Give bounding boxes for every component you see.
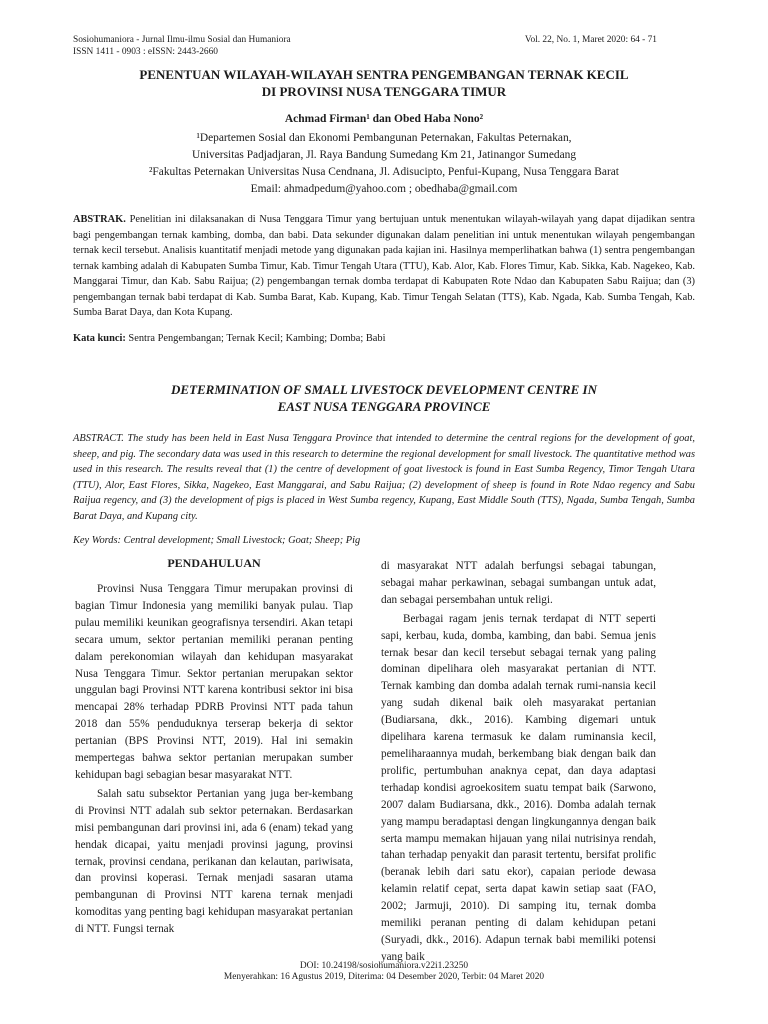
section-heading: PENDAHULUAN: [167, 556, 261, 570]
paragraph: Berbagai ragam jenis ternak terdapat di NTT seperti sapi, kerbau, kuda, domba, kambing, dan babi. Semua jenis ternak besar dan kecil tersebut sebagai ternak yang paling dominan dipelihara oleh masyarakat pertanian di NTT. Ternak kambing dan domba adalah ternak rumi-nansia kecil yang sudah dikenal baik oleh masyarakat pertanian (Budiarsana, dkk., 2016). Kambing digemari untuk dipelihara karena termasuk ke dalam ruminansia kecil, pemeliharaannya mudah, berkembang biak dengan baik dan prolific, pertumbuhan anaknya cepat, dan daya adaptasi terhadap kondisi agroekositem suatu tempat baik (Sarwono, 2007 dalam Budiarsana, dkk., 2016). Domba adalah ternak yang mampu beradaptasi dengan lingkungannya dengan baik serta mampu memakan hijauan yang nilai nutrisinya rendah, tahan terhadap penyakit dan parasit tertentu, bersifat prolific (beranak lebih dari satu ekor), capaian periode dewasa kelamin relatif cepat, serta dapat kawin setiap saat (FAO, 2002; Jarmuji, 2010). Di samping itu, ternak domba memiliki peranan penting di dalam kehidupan petani (Suryadi, dkk., 2016). Adapun ternak babi memiliki potensi yang baik: [381, 612, 656, 963]
english-title-line-1: DETERMINATION OF SMALL LIVESTOCK DEVELOPMENT CENTRE IN: [171, 382, 597, 397]
paragraph: Provinsi Nusa Tenggara Timur merupakan provinsi di bagian Timur Indonesia yang memiliki banyak pulau. Tiap pulau memiliki keunikan geografisnya tersendiri. Akan tetapi secara umum, sektor pertanian memiliki peranan penting dalam perekonomian wilayah dan kehidupan masyarakat Nusa Tenggara Timur. Sektor pertanian merupakan sektor unggulan bagi Provinsi NTT karena kontribusi sektor ini bisa mencapai 28% terhadap PDRB Provinsi NTT pada tahun 2018 dan 55% penduduknya terserap bekerja di sektor pertanian (BPS Provinsi NTT, 2019). Hal ini semakin mempertegas bahwa sektor pertanian merupakan sumber kehidupan bagi sebagian besar masyarakat NTT.: [75, 583, 353, 781]
body-column-2: [381, 558, 656, 966]
title-line-1: PENENTUAN WILAYAH-WILAYAH SENTRA PENGEMBANGAN TERNAK KECIL: [139, 67, 629, 82]
paragraph: Salah satu subsektor Pertanian yang juga ber-kembang di Provinsi NTT adalah sub sektor peternakan. Berdasarkan misi pembangunan dari provinsi ini, ada 6 (enam) tekad yang hendak dicapai, yaitu menjadi provinsi jagung, provinsi ternak, provinsi cendana, perikanan dan kelautan, pariwisata, dan provinsi koperasi. Ternak menjadi sasaran utama pembangunan di Provinsi NTT karena ternak menjadi komoditas yang penting bagi kehidupan masyarakat pertanian di NTT. Fungsi ternak: [75, 787, 353, 936]
title-line-2: DI PROVINSI NUSA TENGGARA TIMUR: [261, 84, 507, 99]
submission-dates: Menyerahkan: 16 Agustus 2019, Diterima: 04 Desember 2020, Terbit: 04 Maret 2020: [223, 972, 545, 982]
abstract-en: ABSTRACT. The study has been held in East Nusa Tenggara Province that intended to determine the central regions for the development of goat, sheep, and pig. The secondary data was used in this research to determine the regional development for small livestock. The quantitative method was used in this research. The results reveal that (1) the centre of development of goat livestock is found in East Sumba Regency, Timor Tengah Utara (TTU), Alor, East Flores, Sikka, Nagekeo, East Manggarai, and Sabu Raijua; (2) development of sheep is found in Rote Ndao regency and Sabu Raijua regency, and (3) the development of pigs is placed in West Sumba regency, Kupang, East Middle South (TTS), Ngada, Sumba Tengah, Sumba Barat Daya, and Kupang city.: [73, 433, 695, 522]
abstract-id: [73, 212, 695, 321]
paragraph: di masyarakat NTT adalah berfungsi sebagai tabungan, sebagai mahar perkawinan, sebagai sumbangan untuk adat, dan sebagai persembahan untuk religi.: [381, 560, 656, 606]
affiliation-1-cont: Universitas Padjadjaran, Jl. Raya Bandung Sumedang Km 21, Jatinangor Sumedang: [191, 149, 577, 161]
authors: Achmad Firman¹ dan Obed Haba Nono²: [284, 113, 484, 125]
volume-info: Vol. 22, No. 1, Maret 2020: 64 - 71: [524, 35, 657, 45]
doi: DOI: 10.24198/sosiohumaniora.v22i1.23250: [299, 961, 469, 971]
keywords-en: Key Words: Central development; Small Livestock; Goat; Sheep; Pig: [73, 535, 361, 546]
issn: ISSN 1411 - 0903 : eISSN: 2443-2660: [73, 47, 218, 57]
abstract-id-text: Penelitian ini dilaksanakan di Nusa Tenggara Timur yang bertujuan untuk menentukan wilayah-wilayah yang dapat dijadikan sentra bagi pengembangan ternak kambing, domba, dan babi. Data sekunder digunakan dalam penelitian ini untuk menentukan wilayah pengembangan ternak kecil tersebut. Analisis kuantitatif menjadi metode yang digunakan pada kajian ini. Hasilnya memperlihatkan bahwa (1) sentra pengembangan ternak kambing adalah di Kabupaten Sumba Timur, Kab. Timur Tengah Utara (TTU), Kab. Alor, Kab. Flores Timur, Kab. Sikka, Kab. Nagekeo, Kab. Manggarai Timur, dan Kab. Sabu Raijua; (2) pengembangan ternak domba terdapat di Kabupaten Rote Ndao dan Kabupaten Sabu Raijua; dan (3) pengembangan ternak babi terdapat di Kab. Sumba Barat, Kab. Kupang, Kab. Timur Tengah Selatan (TTS), Kab. Ngada, Kab. Sumba Tengah, Kab. Sumba Barat Daya, dan Kota Kupang.: [73, 214, 695, 318]
affiliation-2: ²Fakultas Peternakan Universitas Nusa Cendnana, Jl. Adisucipto, Penfui-Kupang, Nusa Tenggara Barat: [149, 166, 619, 178]
english-title-line-2: EAST NUSA TENGGARA PROVINCE: [277, 399, 491, 414]
affiliations: [60, 130, 708, 198]
keywords-id-text: Sentra Pengembangan; Ternak Kecil; Kambing; Domba; Babi: [125, 333, 386, 344]
paper-title: [60, 66, 708, 100]
body-column-1: [75, 576, 353, 938]
abstract-id-lead: ABSTRAK.: [73, 214, 126, 225]
affiliation-1: ¹Departemen Sosial dan Ekonomi Pembangunan Peternakan, Fakultas Peternakan,: [196, 132, 572, 144]
keywords-id-lead: Kata kunci:: [73, 333, 126, 344]
email: Email: ahmadpedum@yahoo.com ; obedhaba@gmail.com: [250, 183, 518, 195]
keywords-id: [73, 333, 695, 344]
journal-name: Sosiohumaniora - Jurnal Ilmu-ilmu Sosial dan Humaniora: [73, 35, 291, 45]
english-title: [60, 381, 708, 415]
